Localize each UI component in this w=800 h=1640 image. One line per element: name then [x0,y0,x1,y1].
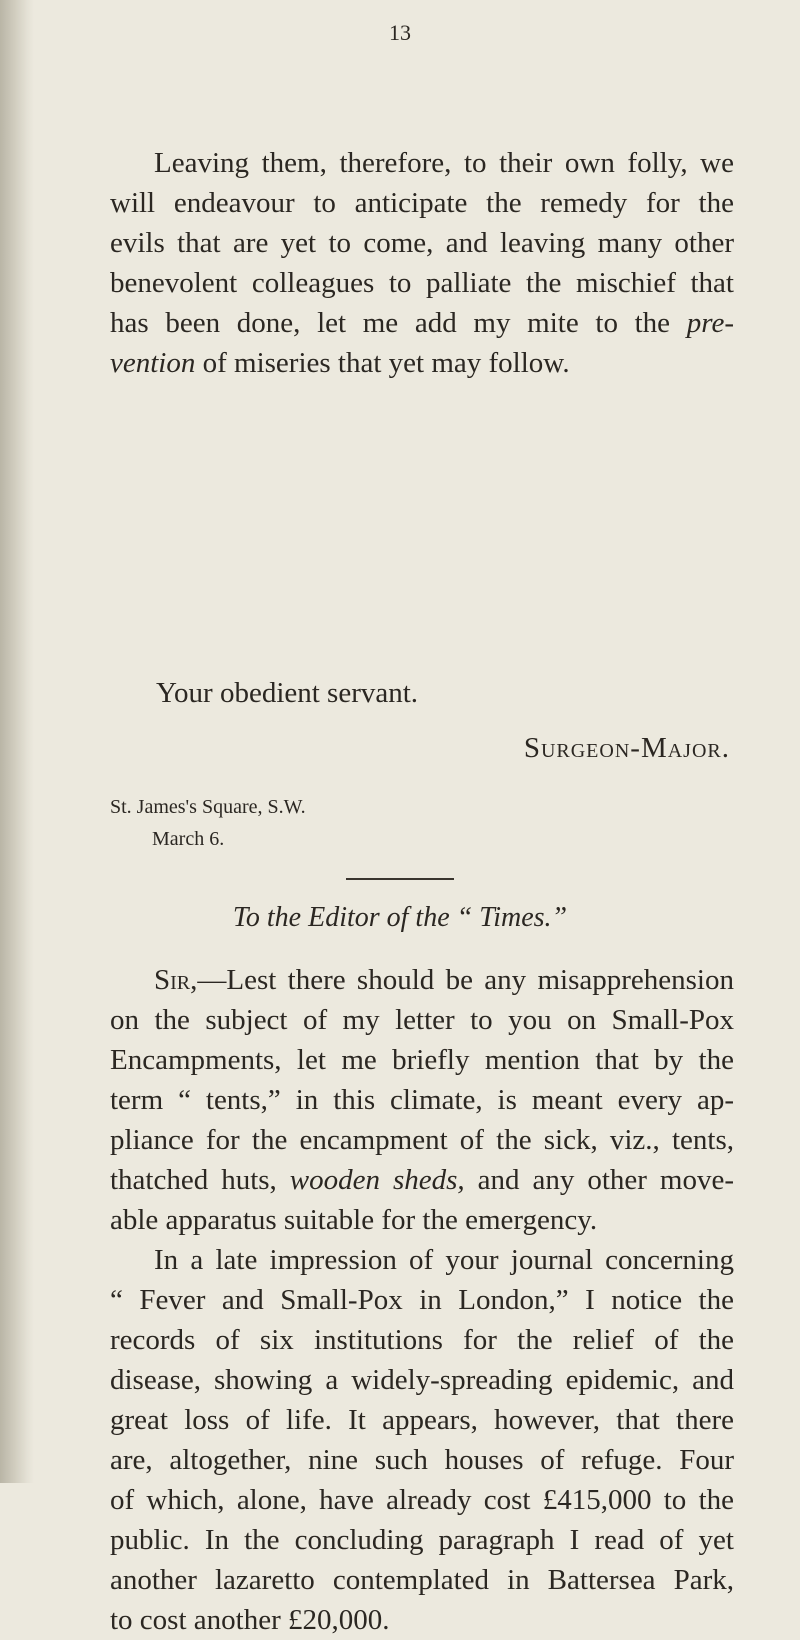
paragraph-2 [110,960,734,1240]
text-line: of which, alone, have already cost £415,000 to the [110,1484,734,1516]
page-number: 13 [389,20,411,45]
text-line: great loss of life. It appears, however, that there [110,1404,734,1436]
text-line [110,303,734,343]
letter-heading: To the Editor of the “ Times.” [232,902,568,933]
text-line: evils that are yet to come, and leaving many other [110,227,734,259]
text-line: public. In the concluding paragraph I read of yet [110,1524,734,1556]
text-line-segment: —Lest there should be any misapprehension [197,964,734,996]
paragraph-1 [110,143,734,383]
section-divider [346,878,454,880]
text-line: “ Fever and Small-Pox in London,” I notice the [110,1284,734,1316]
text-line: to cost another £20,000. [110,1604,390,1636]
text-line: able apparatus suitable for the emergency. [110,1204,598,1236]
text-line: term “ tents,” in this climate, is meant every ap- [110,1084,734,1116]
text-line: disease, showing a widely-spreading epidemic, and [110,1364,734,1396]
text-line: Leaving them, therefore, to their own folly, we [154,147,734,179]
italic-word: pre- [686,307,734,339]
italic-phrase: wooden sheds, [289,1164,465,1196]
text-line: on the subject of my letter to you on Small-Pox [110,1004,734,1036]
text-line: benevolent colleagues to palliate the mischief that [110,267,734,299]
text-line: Encampments, let me briefly mention that by the [110,1044,734,1076]
text-line: pliance for the encampment of the sick, viz., tents, [110,1124,734,1156]
closing-line: Your obedient servant. [156,677,419,709]
text-line: are, altogether, nine such houses of refuge. Four [110,1444,734,1476]
text-line-segment: thatched huts, [110,1164,290,1196]
text-line-segment: and any other move- [464,1164,734,1196]
paragraph-3 [110,1240,734,1640]
text-line: will endeavour to anticipate the remedy for the [110,187,734,219]
text-line-segment: of miseries that yet may follow. [195,347,570,379]
text-line: another lazaretto contemplated in Battersea Park, [110,1564,734,1596]
text-line [110,960,734,1000]
salutation: Sir, [154,964,198,996]
text-line-segment: has been done, let me add my mite to the [110,307,687,339]
text-line: records of six institutions for the relief of the [110,1324,734,1356]
italic-word: vention [110,347,196,379]
address-line: St. James's Square, S.W. [110,796,306,818]
signature: Surgeon-Major. [523,732,730,764]
date-line: March 6. [152,828,225,850]
text-line [110,1160,734,1200]
text-line [110,343,734,383]
text-line: In a late impression of your journal concerning [154,1244,734,1276]
